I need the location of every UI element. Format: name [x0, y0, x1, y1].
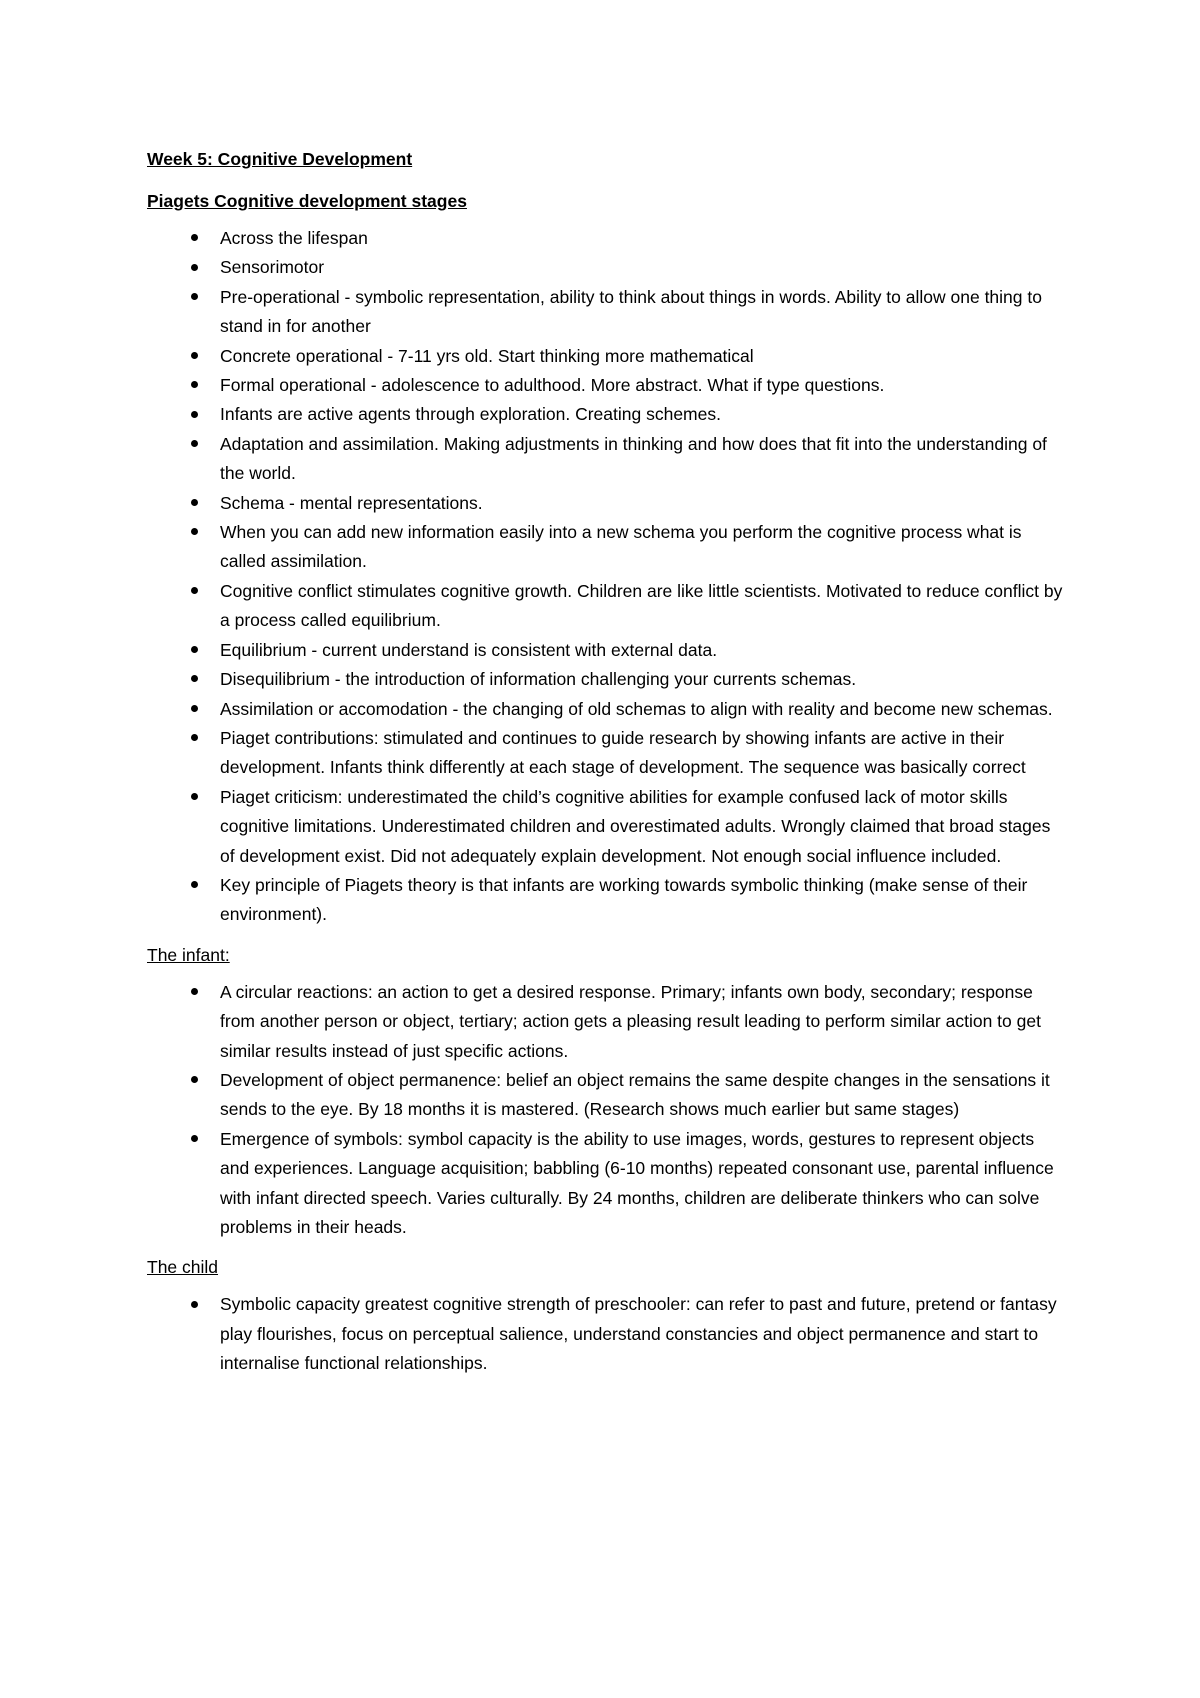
list-item	[147, 253, 1067, 282]
list-item	[147, 695, 1067, 724]
list-item-text: Disequilibrium - the introduction of information challenging your currents schemas.	[220, 669, 857, 690]
list-item	[147, 978, 1067, 1066]
list-item	[147, 783, 1067, 871]
list-item	[147, 371, 1067, 400]
list-item	[147, 283, 1067, 342]
bullet-list-child	[147, 1290, 1067, 1378]
list-item-text: Concrete operational - 7-11 yrs old. Start thinking more mathematical	[220, 345, 754, 366]
list-item	[147, 724, 1067, 783]
bullet-icon	[187, 1290, 201, 1319]
bullet-icon	[187, 1066, 201, 1095]
bullet-icon	[187, 577, 201, 606]
list-item	[147, 1290, 1067, 1378]
bullet-icon	[187, 371, 201, 400]
list-item	[147, 518, 1067, 577]
bullet-icon	[187, 636, 201, 665]
bullet-icon	[187, 489, 201, 518]
bullet-list-piaget-stages	[147, 224, 1067, 930]
list-item-text: Symbolic capacity greatest cognitive strength of preschooler: can refer to past and future, pretend or fantasy play flourishes, focus on perceptual salience, understand constancies and object permanence and start to internalise functional relationships.	[220, 1294, 1057, 1374]
list-item-text: Key principle of Piagets theory is that infants are working towards symbolic thinking (make sense of their environment).	[220, 874, 1028, 925]
list-item-text: Across the lifespan	[220, 228, 368, 248]
bullet-list-infant	[147, 978, 1067, 1243]
section-heading-piaget-stages: Piagets Cognitive development stages	[147, 191, 467, 211]
list-item-text: Formal operational - adolescence to adulthood. More abstract. What if type questions.	[220, 375, 885, 396]
bullet-icon	[187, 1125, 201, 1154]
bullet-icon	[187, 871, 201, 900]
list-item	[147, 871, 1067, 930]
list-item-text: Piaget criticism: underestimated the child’s cognitive abilities for example confused lack of motor skills cognitive limitations. Underestimated children and overestimated adults. Wrongly claimed that broad stages of development exist. Did not adequately explain development. Not enough social influence included.	[220, 786, 1051, 866]
bullet-icon	[187, 978, 201, 1007]
list-item	[147, 430, 1067, 489]
section-heading-child: The child	[147, 1257, 219, 1278]
list-item	[147, 636, 1067, 665]
list-item-text: Schema - mental representations.	[220, 492, 483, 513]
list-item-text: When you can add new information easily into a new schema you perform the cognitive process what is called assimilation.	[220, 522, 1022, 572]
bullet-icon	[187, 695, 201, 724]
list-item	[147, 342, 1067, 371]
list-item-text: Equilibrium - current understand is consistent with external data.	[220, 639, 718, 660]
document-title: Week 5: Cognitive Development	[147, 149, 413, 169]
list-item-text: Assimilation or accomodation - the changing of old schemas to align with reality and become new schemas.	[220, 698, 1053, 719]
section-heading-infant: The infant:	[147, 944, 230, 965]
list-item-text: Cognitive conflict stimulates cognitive growth. Children are like little scientists. Motivated to reduce conflict by a process called equilibrium.	[220, 580, 1063, 631]
list-item	[147, 400, 1067, 429]
bullet-icon	[187, 224, 201, 253]
list-item	[147, 1066, 1067, 1125]
bullet-icon	[187, 665, 201, 694]
list-item-text: Pre-operational - symbolic representation, ability to think about things in words. Ability to allow one thing to stand in for another	[220, 286, 1042, 337]
bullet-icon	[187, 783, 201, 812]
list-item-text: Infants are active agents through exploration. Creating schemes.	[220, 404, 721, 425]
list-item	[147, 224, 1067, 253]
list-item-text: A circular reactions: an action to get a desired response. Primary; infants own body, secondary; response from another person or object, tertiary; action gets a pleasing result leading to perform similar action to get similar results instead of just specific actions.	[220, 981, 1041, 1061]
list-item	[147, 1125, 1067, 1243]
bullet-icon	[187, 253, 201, 282]
list-item-text: Sensorimotor	[220, 257, 325, 278]
bullet-icon	[187, 283, 201, 312]
document-body	[147, 148, 1067, 1393]
list-item	[147, 665, 1067, 694]
bullet-icon	[187, 724, 201, 753]
bullet-icon	[187, 430, 201, 459]
list-item	[147, 489, 1067, 518]
list-item-text: Emergence of symbols: symbol capacity is the ability to use images, words, gestures to represent objects and experiences. Language acquisition; babbling (6-10 months) repeated consonant use, parental influence with infant directed speech. Varies culturally. By 24 months, children are deliberate thinkers who can solve problems in their heads.	[220, 1128, 1054, 1237]
bullet-icon	[187, 400, 201, 429]
list-item	[147, 577, 1067, 636]
bullet-icon	[187, 518, 201, 547]
list-item-text: Piaget contributions: stimulated and continues to guide research by showing infants are active in their development. Infants think differently at each stage of development. The sequence was basically correct	[220, 727, 1026, 778]
list-item-text: Development of object permanence: belief an object remains the same despite changes in the sensations it sends to the eye. By 18 months it is mastered. (Research shows much earlier but same stages)	[220, 1069, 1050, 1120]
bullet-icon	[187, 342, 201, 371]
list-item-text: Adaptation and assimilation. Making adjustments in thinking and how does that fit into the understanding of the world.	[220, 433, 1047, 484]
